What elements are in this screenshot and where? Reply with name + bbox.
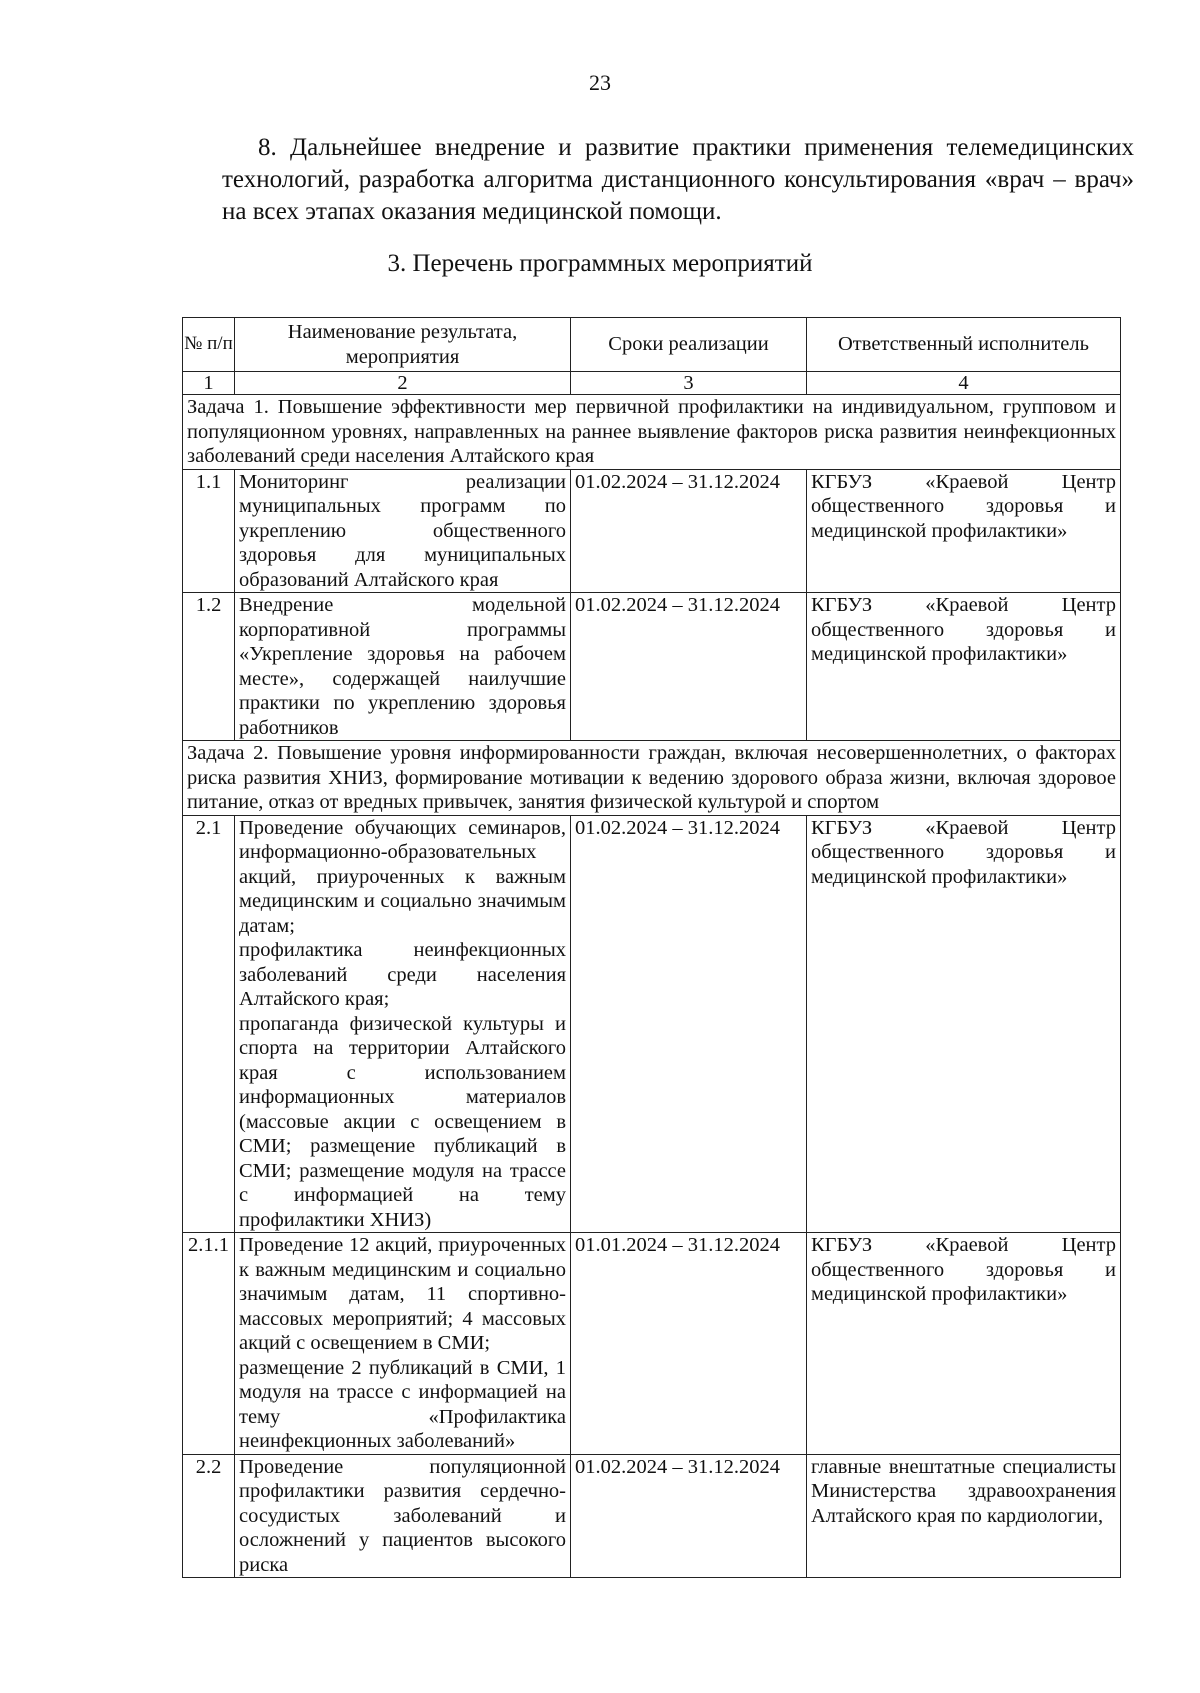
column-number: 3 — [571, 372, 807, 395]
page-number: 23 — [589, 70, 611, 95]
deadline-dates: 01.02.2024 – 31.12.2024 — [571, 469, 807, 593]
header-deadlines: Сроки реализации — [571, 318, 807, 372]
table-header-row — [183, 318, 1121, 372]
row-number: 2.2 — [183, 1454, 235, 1578]
row-number: 1.2 — [183, 593, 235, 741]
table-row — [183, 815, 1121, 1233]
column-number: 4 — [807, 372, 1121, 395]
activity-name-part: профилактика неинфекционных заболеваний среди населения Алтайского края; — [239, 939, 566, 1010]
column-number: 1 — [183, 372, 235, 395]
deadline-dates: 01.02.2024 – 31.12.2024 — [571, 593, 807, 741]
activity-name-part: размещение 2 публикаций в СМИ, 1 модуля на трассе с информацией на тему «Профилактика неинфекционных заболеваний» — [239, 1356, 566, 1452]
table-row — [183, 469, 1121, 593]
activity-name-part: Проведение 12 акций, приуроченных к важным медицинским и социально значимым датам, 11 спортивно-массовых мероприятий; 4 массовых акций с освещением в СМИ; — [239, 1234, 566, 1354]
responsible-executor: КГБУЗ «Краевой Центр общественного здоровья и медицинской профилактики» — [807, 815, 1121, 1233]
header-responsible: Ответственный исполнитель — [807, 318, 1121, 372]
header-number: № п/п — [183, 318, 235, 372]
responsible-executor: главные внештатные специалисты Министерства здравоохранения Алтайского края по кардиологии, — [807, 1454, 1121, 1578]
activity-name: Мониторинг реализации муниципальных программ по укреплению общественного здоровья для муниципальных образований Алтайского края — [235, 469, 571, 593]
column-numbers-row — [183, 372, 1121, 395]
intro-section — [222, 132, 1134, 228]
deadline-dates: 01.01.2024 – 31.12.2024 — [571, 1233, 807, 1455]
intro-paragraph: 8. Дальнейшее внедрение и развитие практики применения телемедицинских технологий, разработка алгоритма дистанционного консультирования «врач – врач» на всех этапах оказания медицинской помощи. — [222, 134, 1134, 225]
task-2-text: Задача 2. Повышение уровня информированности граждан, включая несовершеннолетних, о факторах риска развития ХНИЗ, формирование мотивации к ведению здорового образа жизни, включая здоровое питание, отказ от вредных привычек, занятия физической культурой и спортом — [183, 741, 1121, 816]
task-row — [183, 395, 1121, 470]
activity-name-part: пропаганда физической культуры и спорта на территории Алтайского края с использованием информационных материалов (массовые акции с освещением в СМИ; размещение публикаций в СМИ; размещение модуля на трассе с информацией на тему профилактики ХНИЗ) — [239, 1012, 566, 1231]
table-row — [183, 1454, 1121, 1578]
responsible-executor: КГБУЗ «Краевой Центр общественного здоровья и медицинской профилактики» — [807, 469, 1121, 593]
responsible-executor: КГБУЗ «Краевой Центр общественного здоровья и медицинской профилактики» — [807, 593, 1121, 741]
deadline-dates: 01.02.2024 – 31.12.2024 — [571, 1454, 807, 1578]
table-row — [183, 1233, 1121, 1455]
row-number: 2.1 — [183, 815, 235, 1233]
row-number: 1.1 — [183, 469, 235, 593]
task-1-text: Задача 1. Повышение эффективности мер первичной профилактики на индивидуальном, групповом и популяционном уровнях, направленных на раннее выявление факторов риска развития неинфекционных заболеваний среди населения Алтайского края — [183, 395, 1121, 470]
activity-name — [235, 815, 571, 1233]
row-number: 2.1.1 — [183, 1233, 235, 1455]
activity-name: Внедрение модельной корпоративной программы «Укрепление здоровья на рабочем месте», содержащей наилучшие практики по укреплению здоровья работников — [235, 593, 571, 741]
activity-name-part: Проведение обучающих семинаров, информационно-образовательных акций, приуроченных к важным медицинским и социально значимым датам; — [239, 816, 566, 937]
activity-name: Проведение популяционной профилактики развития сердечно-сосудистых заболеваний и осложнений у пациентов высокого риска — [235, 1454, 571, 1578]
activity-name — [235, 1233, 571, 1455]
table-row — [183, 593, 1121, 741]
section-title: 3. Перечень программных мероприятий — [387, 250, 813, 277]
responsible-executor: КГБУЗ «Краевой Центр общественного здоровья и медицинской профилактики» — [807, 1233, 1121, 1455]
deadline-dates: 01.02.2024 – 31.12.2024 — [571, 815, 807, 1233]
header-activity-name: Наименование результата, мероприятия — [235, 318, 571, 372]
column-number: 2 — [235, 372, 571, 395]
task-row — [183, 741, 1121, 816]
program-activities-table — [182, 317, 1121, 1578]
